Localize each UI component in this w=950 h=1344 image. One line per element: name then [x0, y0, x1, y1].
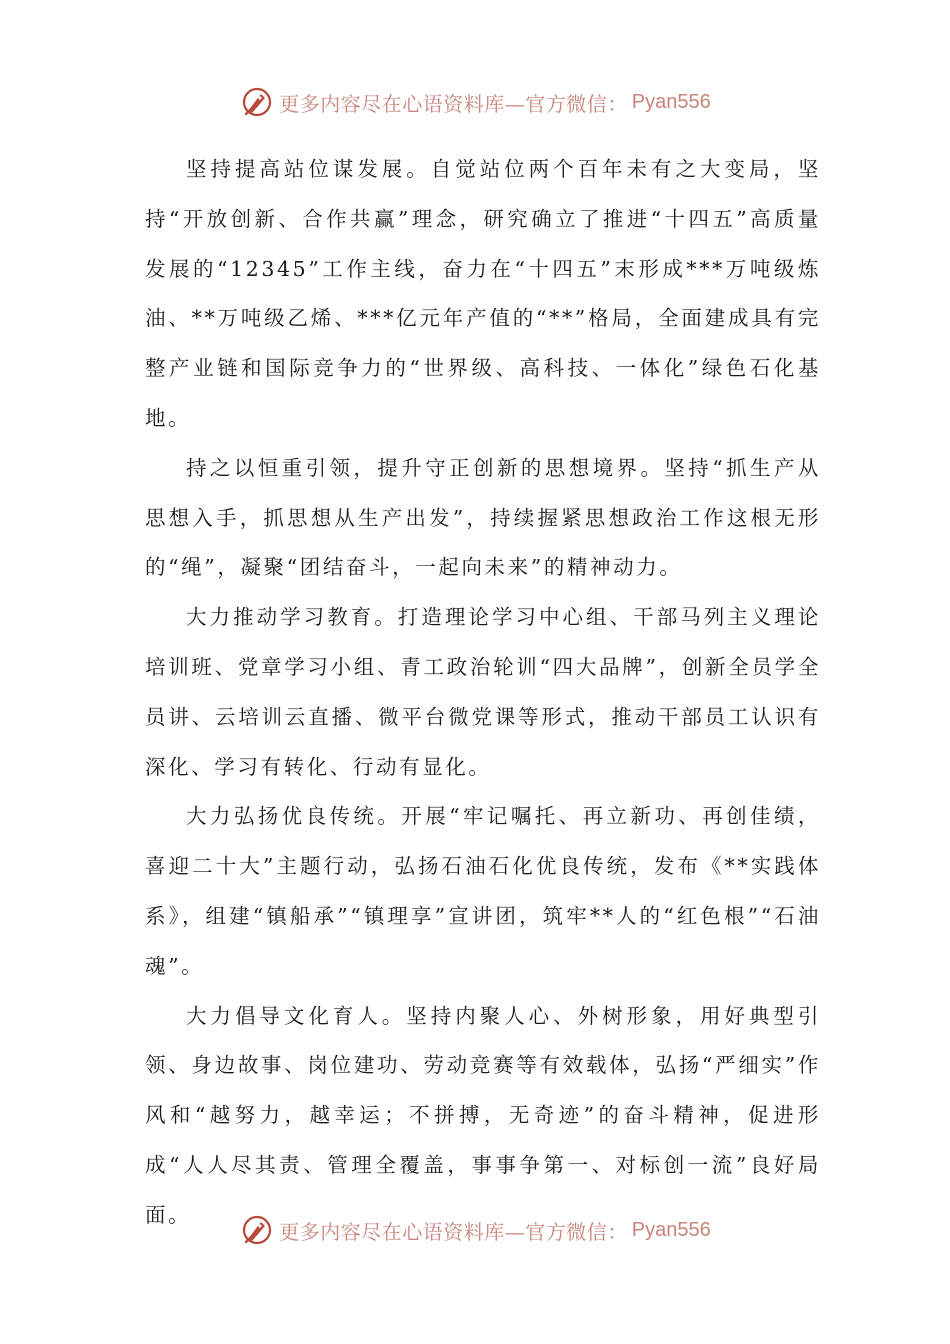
paragraph-5: 大力倡导文化育人。坚持内聚人心、外树形象，用好典型引领、身边故事、岗位建功、劳动竞赛等有效载体，弘扬“严细实”作风和“越努力，越幸运；不拼搏，无奇迹”的奋斗精神，促进形成“人人尽其责、管理全覆盖，事事争第一、对标创一流”良好局面。 [145, 1003, 821, 1227]
footer-banner-text: 更多内容尽在心语资料库—官方微信： [279, 1219, 628, 1244]
footer-banner-content [239, 1212, 710, 1248]
header-banner [0, 80, 950, 124]
header-wechat-handle: Pyan556 [631, 90, 711, 113]
paragraph-1: 坚持提高站位谋发展。自觉站位两个百年未有之大变局，坚持“开放创新、合作共赢”理念，研究确立了推进“十四五”高质量发展的“12345”工作主线，奋力在“十四五”末形成***万吨级炼油、**万吨级乙烯、***亿元年产值的“**”格局，全面建成具有完整产业链和国际竞争力的“世界级、高科技、一体化”绿色石化基地。 [145, 157, 821, 430]
pen-nib-logo-icon [239, 84, 275, 120]
pen-nib-logo-icon [239, 1212, 275, 1248]
document-body [145, 145, 821, 1241]
header-banner-text: 更多内容尽在心语资料库—官方微信： [279, 91, 628, 116]
footer-banner [0, 1208, 950, 1252]
paragraph-2: 持之以恒重引领，提升守正创新的思想境界。坚持“抓生产从思想入手，抓思想从生产出发”，持续握紧思想政治工作这根无形的“绳”，凝聚“团结奋斗，一起向未来”的精神动力。 [145, 455, 821, 580]
paragraph-3: 大力推动学习教育。打造理论学习中心组、干部马列主义理论培训班、党章学习小组、青工政治轮训“四大品牌”，创新全员学全员讲、云培训云直播、微平台微党课等形式，推动干部员工认识有深化、学习有转化、行动有显化。 [145, 605, 821, 779]
header-banner-content [239, 84, 710, 120]
paragraph-4: 大力弘扬优良传统。开展“牢记嘱托、再立新功、再创佳绩，喜迎二十大”主题行动，弘扬石油石化优良传统，发布《**实践体系》，组建“镇船承”“镇理享”宣讲团，筑牢**人的“红色根”“石油魂”。 [145, 804, 821, 978]
footer-wechat-handle: Pyan556 [631, 1218, 711, 1241]
